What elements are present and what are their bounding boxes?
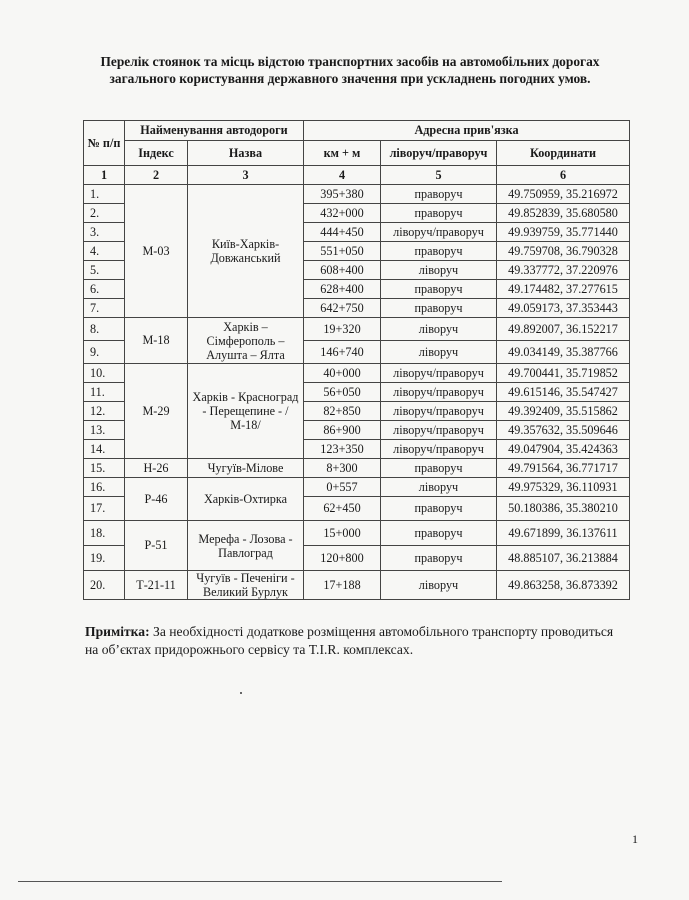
header-road-group: Найменування автодороги (125, 121, 304, 141)
row-number: 1. (84, 185, 125, 204)
km-value: 444+450 (304, 223, 381, 242)
col-number: 2 (125, 166, 188, 185)
footer-line (18, 881, 502, 882)
km-value: 551+050 (304, 242, 381, 261)
table-row (84, 364, 630, 383)
scan-speck (240, 692, 242, 694)
coordinates-value: 49.034149, 35.387766 (497, 341, 630, 364)
road-name: Харків – Сімферополь – Алушта – Ялта (188, 318, 304, 364)
row-number: 14. (84, 440, 125, 459)
coordinates-value: 49.615146, 35.547427 (497, 383, 630, 402)
row-number: 5. (84, 261, 125, 280)
km-value: 19+320 (304, 318, 381, 341)
header-name: Назва (188, 141, 304, 166)
row-number: 17. (84, 497, 125, 521)
note (85, 623, 625, 659)
coordinates-value: 48.885107, 36.213884 (497, 546, 630, 571)
table-row (84, 459, 630, 478)
road-name: Харків-Охтирка (188, 478, 304, 521)
km-value: 40+000 (304, 364, 381, 383)
page-number: 1 (632, 832, 638, 846)
note-label: Примітка: (85, 624, 150, 639)
km-value: 8+300 (304, 459, 381, 478)
row-number: 19. (84, 546, 125, 571)
header-address-group: Адресна прив'язка (304, 121, 630, 141)
coordinates-value: 50.180386, 35.380210 (497, 497, 630, 521)
col-number: 3 (188, 166, 304, 185)
side-value: ліворуч/праворуч (381, 402, 497, 421)
coordinates-value: 49.863258, 36.873392 (497, 571, 630, 600)
row-number: 6. (84, 280, 125, 299)
km-value: 15+000 (304, 521, 381, 546)
side-value: праворуч (381, 204, 497, 223)
coordinates-value: 49.337772, 37.220976 (497, 261, 630, 280)
km-value: 608+400 (304, 261, 381, 280)
side-value: праворуч (381, 459, 497, 478)
coordinates-value: 49.174482, 37.277615 (497, 280, 630, 299)
row-number: 2. (84, 204, 125, 223)
road-index: М-03 (125, 185, 188, 318)
km-value: 642+750 (304, 299, 381, 318)
side-value: ліворуч/праворуч (381, 223, 497, 242)
side-value: праворуч (381, 242, 497, 261)
side-value: ліворуч (381, 318, 497, 341)
side-value: ліворуч/праворуч (381, 364, 497, 383)
row-number: 10. (84, 364, 125, 383)
table-row (84, 478, 630, 497)
col-number: 4 (304, 166, 381, 185)
side-value: праворуч (381, 521, 497, 546)
table-row (84, 521, 630, 546)
parking-table (83, 120, 630, 600)
row-number: 8. (84, 318, 125, 341)
row-number: 9. (84, 341, 125, 364)
road-index: М-18 (125, 318, 188, 364)
document-title: Перелік стоянок та місць відстою транспортних засобів на автомобільних дорогах загального користування державного значення при ускладнень погодних умов. (100, 54, 600, 86)
side-value: ліворуч/праворуч (381, 421, 497, 440)
coordinates-value: 49.892007, 36.152217 (497, 318, 630, 341)
road-name: Чугуїв-Мілове (188, 459, 304, 478)
table-row (84, 185, 630, 204)
coordinates-value: 49.392409, 35.515862 (497, 402, 630, 421)
coordinates-value: 49.852839, 35.680580 (497, 204, 630, 223)
header-side: ліворуч/праворуч (381, 141, 497, 166)
km-value: 82+850 (304, 402, 381, 421)
road-index: М-29 (125, 364, 188, 459)
row-number: 13. (84, 421, 125, 440)
km-value: 17+188 (304, 571, 381, 600)
row-number: 3. (84, 223, 125, 242)
header-index: Індекс (125, 141, 188, 166)
side-value: ліворуч/праворуч (381, 440, 497, 459)
km-value: 86+900 (304, 421, 381, 440)
km-value: 56+050 (304, 383, 381, 402)
side-value: праворуч (381, 299, 497, 318)
coordinates-value: 49.975329, 36.110931 (497, 478, 630, 497)
coordinates-value: 49.939759, 35.771440 (497, 223, 630, 242)
coordinates-value: 49.671899, 36.137611 (497, 521, 630, 546)
row-number: 4. (84, 242, 125, 261)
road-name: Мерефа - Лозова - Павлоград (188, 521, 304, 571)
table-row (84, 318, 630, 341)
side-value: праворуч (381, 185, 497, 204)
km-value: 628+400 (304, 280, 381, 299)
side-value: ліворуч/праворуч (381, 383, 497, 402)
road-name: Чугуїв - Печеніги - Великий Бурлук (188, 571, 304, 600)
km-value: 120+800 (304, 546, 381, 571)
side-value: праворуч (381, 280, 497, 299)
km-value: 62+450 (304, 497, 381, 521)
road-index: Т-21-11 (125, 571, 188, 600)
table-row (84, 571, 630, 600)
row-number: 12. (84, 402, 125, 421)
header-num: № п/п (84, 121, 125, 166)
road-index: Р-51 (125, 521, 188, 571)
km-value: 146+740 (304, 341, 381, 364)
road-index: Р-46 (125, 478, 188, 521)
row-number: 7. (84, 299, 125, 318)
header-km: км + м (304, 141, 381, 166)
side-value: праворуч (381, 546, 497, 571)
row-number: 20. (84, 571, 125, 600)
coordinates-value: 49.059173, 37.353443 (497, 299, 630, 318)
col-number: 6 (497, 166, 630, 185)
row-number: 18. (84, 521, 125, 546)
coordinates-value: 49.357632, 35.509646 (497, 421, 630, 440)
km-value: 0+557 (304, 478, 381, 497)
col-number: 5 (381, 166, 497, 185)
side-value: ліворуч (381, 571, 497, 600)
note-text: За необхідності додаткове розміщення автомобільного транспорту проводиться на об’єктах придорожнього сервісу та T.I.R. комплексах. (85, 624, 614, 657)
side-value: ліворуч (381, 341, 497, 364)
side-value: ліворуч (381, 478, 497, 497)
km-value: 123+350 (304, 440, 381, 459)
road-index: Н-26 (125, 459, 188, 478)
side-value: праворуч (381, 497, 497, 521)
side-value: ліворуч (381, 261, 497, 280)
coordinates-value: 49.700441, 35.719852 (497, 364, 630, 383)
km-value: 395+380 (304, 185, 381, 204)
km-value: 432+000 (304, 204, 381, 223)
col-number: 1 (84, 166, 125, 185)
coordinates-value: 49.759708, 36.790328 (497, 242, 630, 261)
road-name: Київ-Харків-Довжанський (188, 185, 304, 318)
row-number: 11. (84, 383, 125, 402)
coordinates-value: 49.791564, 36.771717 (497, 459, 630, 478)
coordinates-value: 49.750959, 35.216972 (497, 185, 630, 204)
row-number: 15. (84, 459, 125, 478)
row-number: 16. (84, 478, 125, 497)
coordinates-value: 49.047904, 35.424363 (497, 440, 630, 459)
header-coords: Координати (497, 141, 630, 166)
road-name: Харків - Красноград - Перещепине - /М-18/ (188, 364, 304, 459)
